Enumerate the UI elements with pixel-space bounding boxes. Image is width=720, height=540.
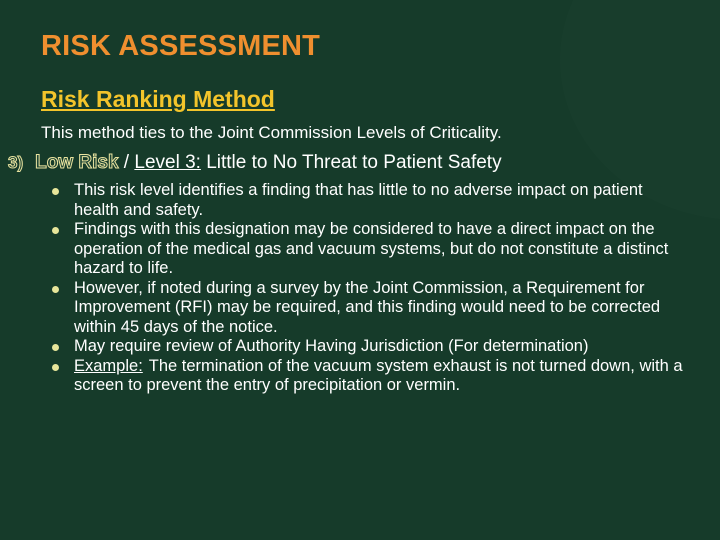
heading-number: 3) [8, 153, 24, 172]
example-label: Example: [74, 356, 143, 375]
bullet-icon [52, 227, 59, 234]
list-item [74, 220, 686, 279]
bullet-text: However, if noted during a survey by the Joint Commission, a Requirement for Improvement (RFI) may be required, and this finding would need to be corrected within 45 days of the notice. [74, 278, 661, 336]
list-item [74, 181, 686, 220]
bullet-icon [52, 364, 59, 371]
bullet-text: Findings with this designation may be considered to have a direct impact on the operation of the medical gas and vacuum systems, but do not constitute a distinct hazard to life. [74, 220, 669, 277]
heading-risk-label: Low Risk [35, 152, 119, 173]
slide-title: RISK ASSESSMENT [41, 30, 321, 62]
bullet-icon [52, 286, 59, 293]
heading-separator: / [118, 152, 135, 173]
heading-level: Level 3: [134, 152, 201, 173]
bullet-text: This risk level identifies a finding that has little to no adverse impact on patient health and safety. [74, 181, 643, 219]
bullet-text: May require review of Authority Having Jurisdiction (For determination) [74, 337, 589, 355]
bullet-icon [52, 188, 59, 195]
example-text: The termination of the vacuum system exhaust is not turned down, with a screen to prevent the entry of precipitation or vermin. [74, 356, 683, 394]
heading-description: Little to No Threat to Patient Safety [200, 152, 502, 173]
bullet-list [74, 181, 686, 396]
risk-level-heading [8, 152, 502, 174]
list-item [74, 279, 686, 338]
slide-subtitle: Risk Ranking Method [41, 86, 275, 112]
list-item-example [74, 357, 686, 396]
intro-text: This method ties to the Joint Commission Levels of Criticality. [41, 123, 502, 142]
bullet-icon [52, 344, 59, 351]
list-item [74, 337, 686, 357]
